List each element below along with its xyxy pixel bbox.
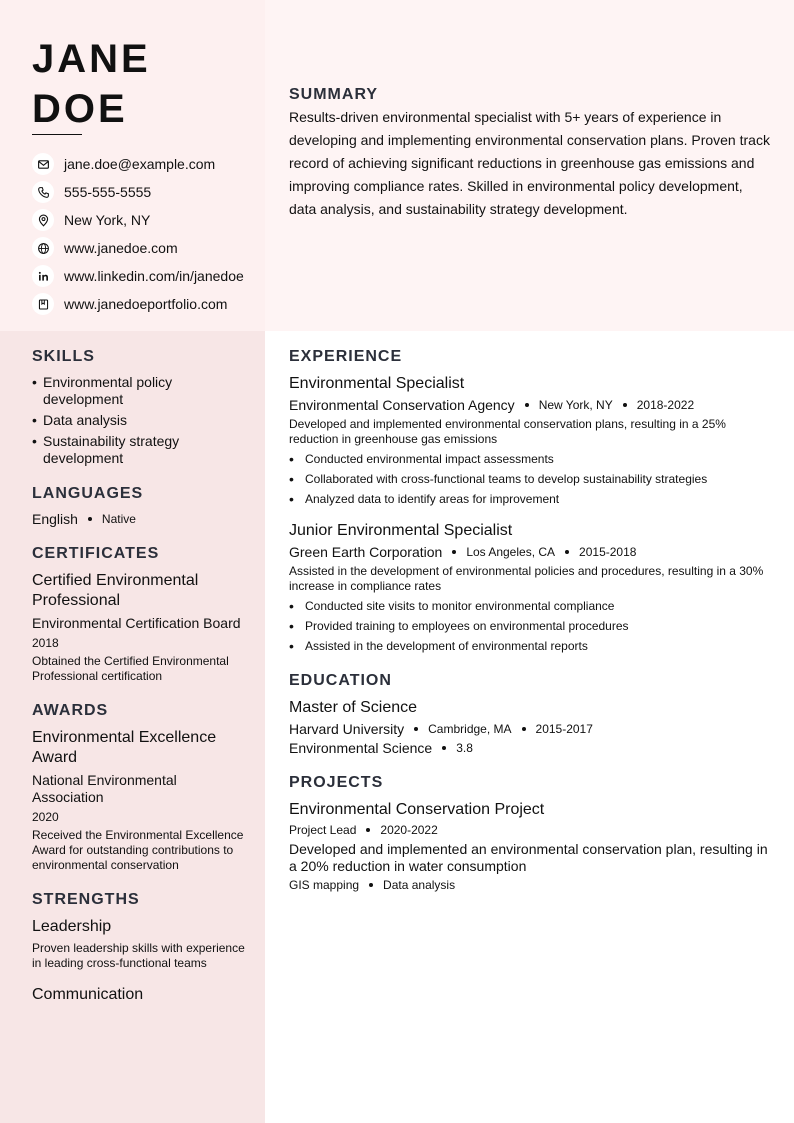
job-company: Environmental Conservation Agency bbox=[289, 397, 515, 413]
location-pin-icon bbox=[32, 209, 54, 231]
job-meta bbox=[289, 397, 773, 413]
contact-linkedin-text: www.linkedin.com/in/janedoe bbox=[64, 268, 244, 284]
summary-heading: SUMMARY bbox=[289, 86, 379, 103]
award-issuer: National Environmental Association bbox=[32, 772, 177, 805]
project-tag: GIS mapping bbox=[289, 878, 360, 892]
separator-dot bbox=[452, 550, 456, 554]
contact-website[interactable] bbox=[32, 234, 272, 262]
job-dates: 2015-2018 bbox=[579, 545, 637, 559]
job-bullet: • Collaborated with cross-functional teams to develop sustainability strategies bbox=[289, 471, 708, 487]
strength-name: Leadership bbox=[32, 918, 112, 935]
certificate-year: 2018 bbox=[32, 636, 59, 650]
certificates-section bbox=[32, 545, 247, 684]
project-role: Project Lead bbox=[289, 823, 357, 837]
job-description: Developed and implemented environmental conservation plans, resulting in a 25% reduction in greenhouse gas emissions bbox=[289, 417, 726, 446]
job-bullet: • Conducted environmental impact assessments bbox=[289, 451, 554, 467]
contact-portfolio[interactable] bbox=[32, 290, 272, 318]
project-tag: Data analysis bbox=[383, 878, 456, 892]
job-entry bbox=[289, 374, 773, 507]
project-dates: 2020-2022 bbox=[380, 823, 438, 837]
contact-list bbox=[32, 150, 272, 318]
name-first: JANE bbox=[32, 37, 151, 81]
job-location: New York, NY bbox=[538, 398, 613, 412]
separator-dot bbox=[442, 746, 446, 750]
separator-dot bbox=[369, 883, 373, 887]
contact-portfolio-text: www.janedoeportfolio.com bbox=[64, 296, 228, 312]
separator-dot bbox=[366, 828, 370, 832]
summary-text: Results-driven environmental specialist with 5+ years of experience in developing and implementing environmental conservation plans. Proven track record of achieving significant reductions in greenhouse gas emissions and improving compliance rates. Skilled in environmental policy development, data analysis, and sustainability strategy development. bbox=[289, 109, 770, 217]
job-location: Los Angeles, CA bbox=[466, 545, 556, 559]
education-dates: 2015-2017 bbox=[535, 722, 593, 736]
award-year: 2020 bbox=[32, 810, 59, 824]
education-field-row bbox=[289, 740, 773, 756]
sidebar-content bbox=[32, 348, 247, 1023]
contact-location bbox=[32, 206, 272, 234]
job-company: Green Earth Corporation bbox=[289, 544, 443, 560]
awards-heading: AWARDS bbox=[32, 702, 109, 719]
certificate-name: Certified Environmental Professional bbox=[32, 572, 199, 609]
email-icon bbox=[32, 153, 54, 175]
job-description: Assisted in the development of environmental policies and procedures, resulting in a 30% increase in compliance rates bbox=[289, 564, 764, 593]
education-school: Harvard University bbox=[289, 721, 405, 737]
strength-name: Communication bbox=[32, 986, 144, 1003]
name-divider bbox=[32, 134, 82, 135]
education-heading: EDUCATION bbox=[289, 672, 392, 689]
phone-icon bbox=[32, 181, 54, 203]
language-item bbox=[32, 511, 247, 527]
linkedin-icon bbox=[32, 265, 54, 287]
contact-website-text: www.janedoe.com bbox=[64, 240, 178, 256]
job-dates: 2018-2022 bbox=[636, 398, 695, 412]
separator-dot bbox=[623, 403, 627, 407]
contact-phone-text: 555-555-5555 bbox=[64, 184, 152, 200]
contact-linkedin[interactable] bbox=[32, 262, 272, 290]
job-bullet: • Conducted site visits to monitor environmental compliance bbox=[289, 598, 615, 614]
education-degree: Master of Science bbox=[289, 699, 418, 716]
language-name: English bbox=[32, 511, 78, 527]
separator-dot bbox=[522, 727, 526, 731]
strength-description: Proven leadership skills with experience in leading cross-functional teams bbox=[32, 941, 245, 970]
separator-dot bbox=[414, 727, 418, 731]
job-bullet: • Analyzed data to identify areas for improvement bbox=[289, 491, 560, 507]
strengths-section bbox=[32, 891, 247, 1005]
experience-heading: EXPERIENCE bbox=[289, 348, 403, 365]
languages-section bbox=[32, 485, 247, 527]
projects-heading: PROJECTS bbox=[289, 774, 384, 791]
project-description: Developed and implemented an environmental conservation plan, resulting in a 20% reduction in water consumption bbox=[289, 841, 768, 874]
name-last: DOE bbox=[32, 87, 128, 131]
separator-dot bbox=[525, 403, 529, 407]
languages-heading: LANGUAGES bbox=[32, 485, 144, 502]
separator-dot bbox=[88, 517, 92, 521]
language-level: Native bbox=[101, 512, 136, 526]
main-content bbox=[289, 348, 773, 910]
skills-heading: SKILLS bbox=[32, 348, 95, 365]
experience-section bbox=[289, 348, 773, 654]
awards-section bbox=[32, 702, 247, 873]
project-name: Environmental Conservation Project bbox=[289, 801, 545, 818]
contact-email-text: jane.doe@example.com bbox=[64, 156, 216, 172]
contact-email[interactable] bbox=[32, 150, 272, 178]
education-field: Environmental Science bbox=[289, 740, 433, 756]
job-meta bbox=[289, 544, 773, 560]
project-meta bbox=[289, 823, 773, 837]
portfolio-icon bbox=[32, 293, 54, 315]
education-location: Cambridge, MA bbox=[428, 722, 512, 736]
award-name: Environmental Excellence Award bbox=[32, 729, 217, 766]
skill-item: • Sustainability strategy development bbox=[32, 433, 180, 466]
contact-location-text: New York, NY bbox=[64, 212, 151, 228]
job-title: Environmental Specialist bbox=[289, 375, 465, 392]
certificates-heading: CERTIFICATES bbox=[32, 545, 160, 562]
skills-section bbox=[32, 348, 247, 467]
education-gpa: 3.8 bbox=[456, 741, 473, 755]
contact-phone[interactable] bbox=[32, 178, 272, 206]
certificate-issuer: Environmental Certification Board bbox=[32, 615, 241, 631]
job-title: Junior Environmental Specialist bbox=[289, 522, 513, 539]
project-tags bbox=[289, 878, 773, 892]
summary-section bbox=[289, 86, 773, 221]
award-description: Received the Environmental Excellence Award for outstanding contributions to environmental conservation bbox=[32, 828, 244, 872]
projects-section bbox=[289, 774, 773, 892]
candidate-name bbox=[32, 34, 151, 134]
education-meta bbox=[289, 721, 773, 737]
job-bullet: • Provided training to employees on environmental procedures bbox=[289, 618, 629, 634]
strengths-heading: STRENGTHS bbox=[32, 891, 140, 908]
separator-dot bbox=[565, 550, 569, 554]
globe-icon bbox=[32, 237, 54, 259]
job-entry bbox=[289, 521, 773, 654]
skill-item: • Data analysis bbox=[32, 412, 128, 428]
skill-item: • Environmental policy development bbox=[32, 374, 173, 407]
certificate-description: Obtained the Certified Environmental Professional certification bbox=[32, 654, 229, 683]
job-bullet: • Assisted in the development of environmental reports bbox=[289, 638, 588, 654]
education-section bbox=[289, 672, 773, 756]
